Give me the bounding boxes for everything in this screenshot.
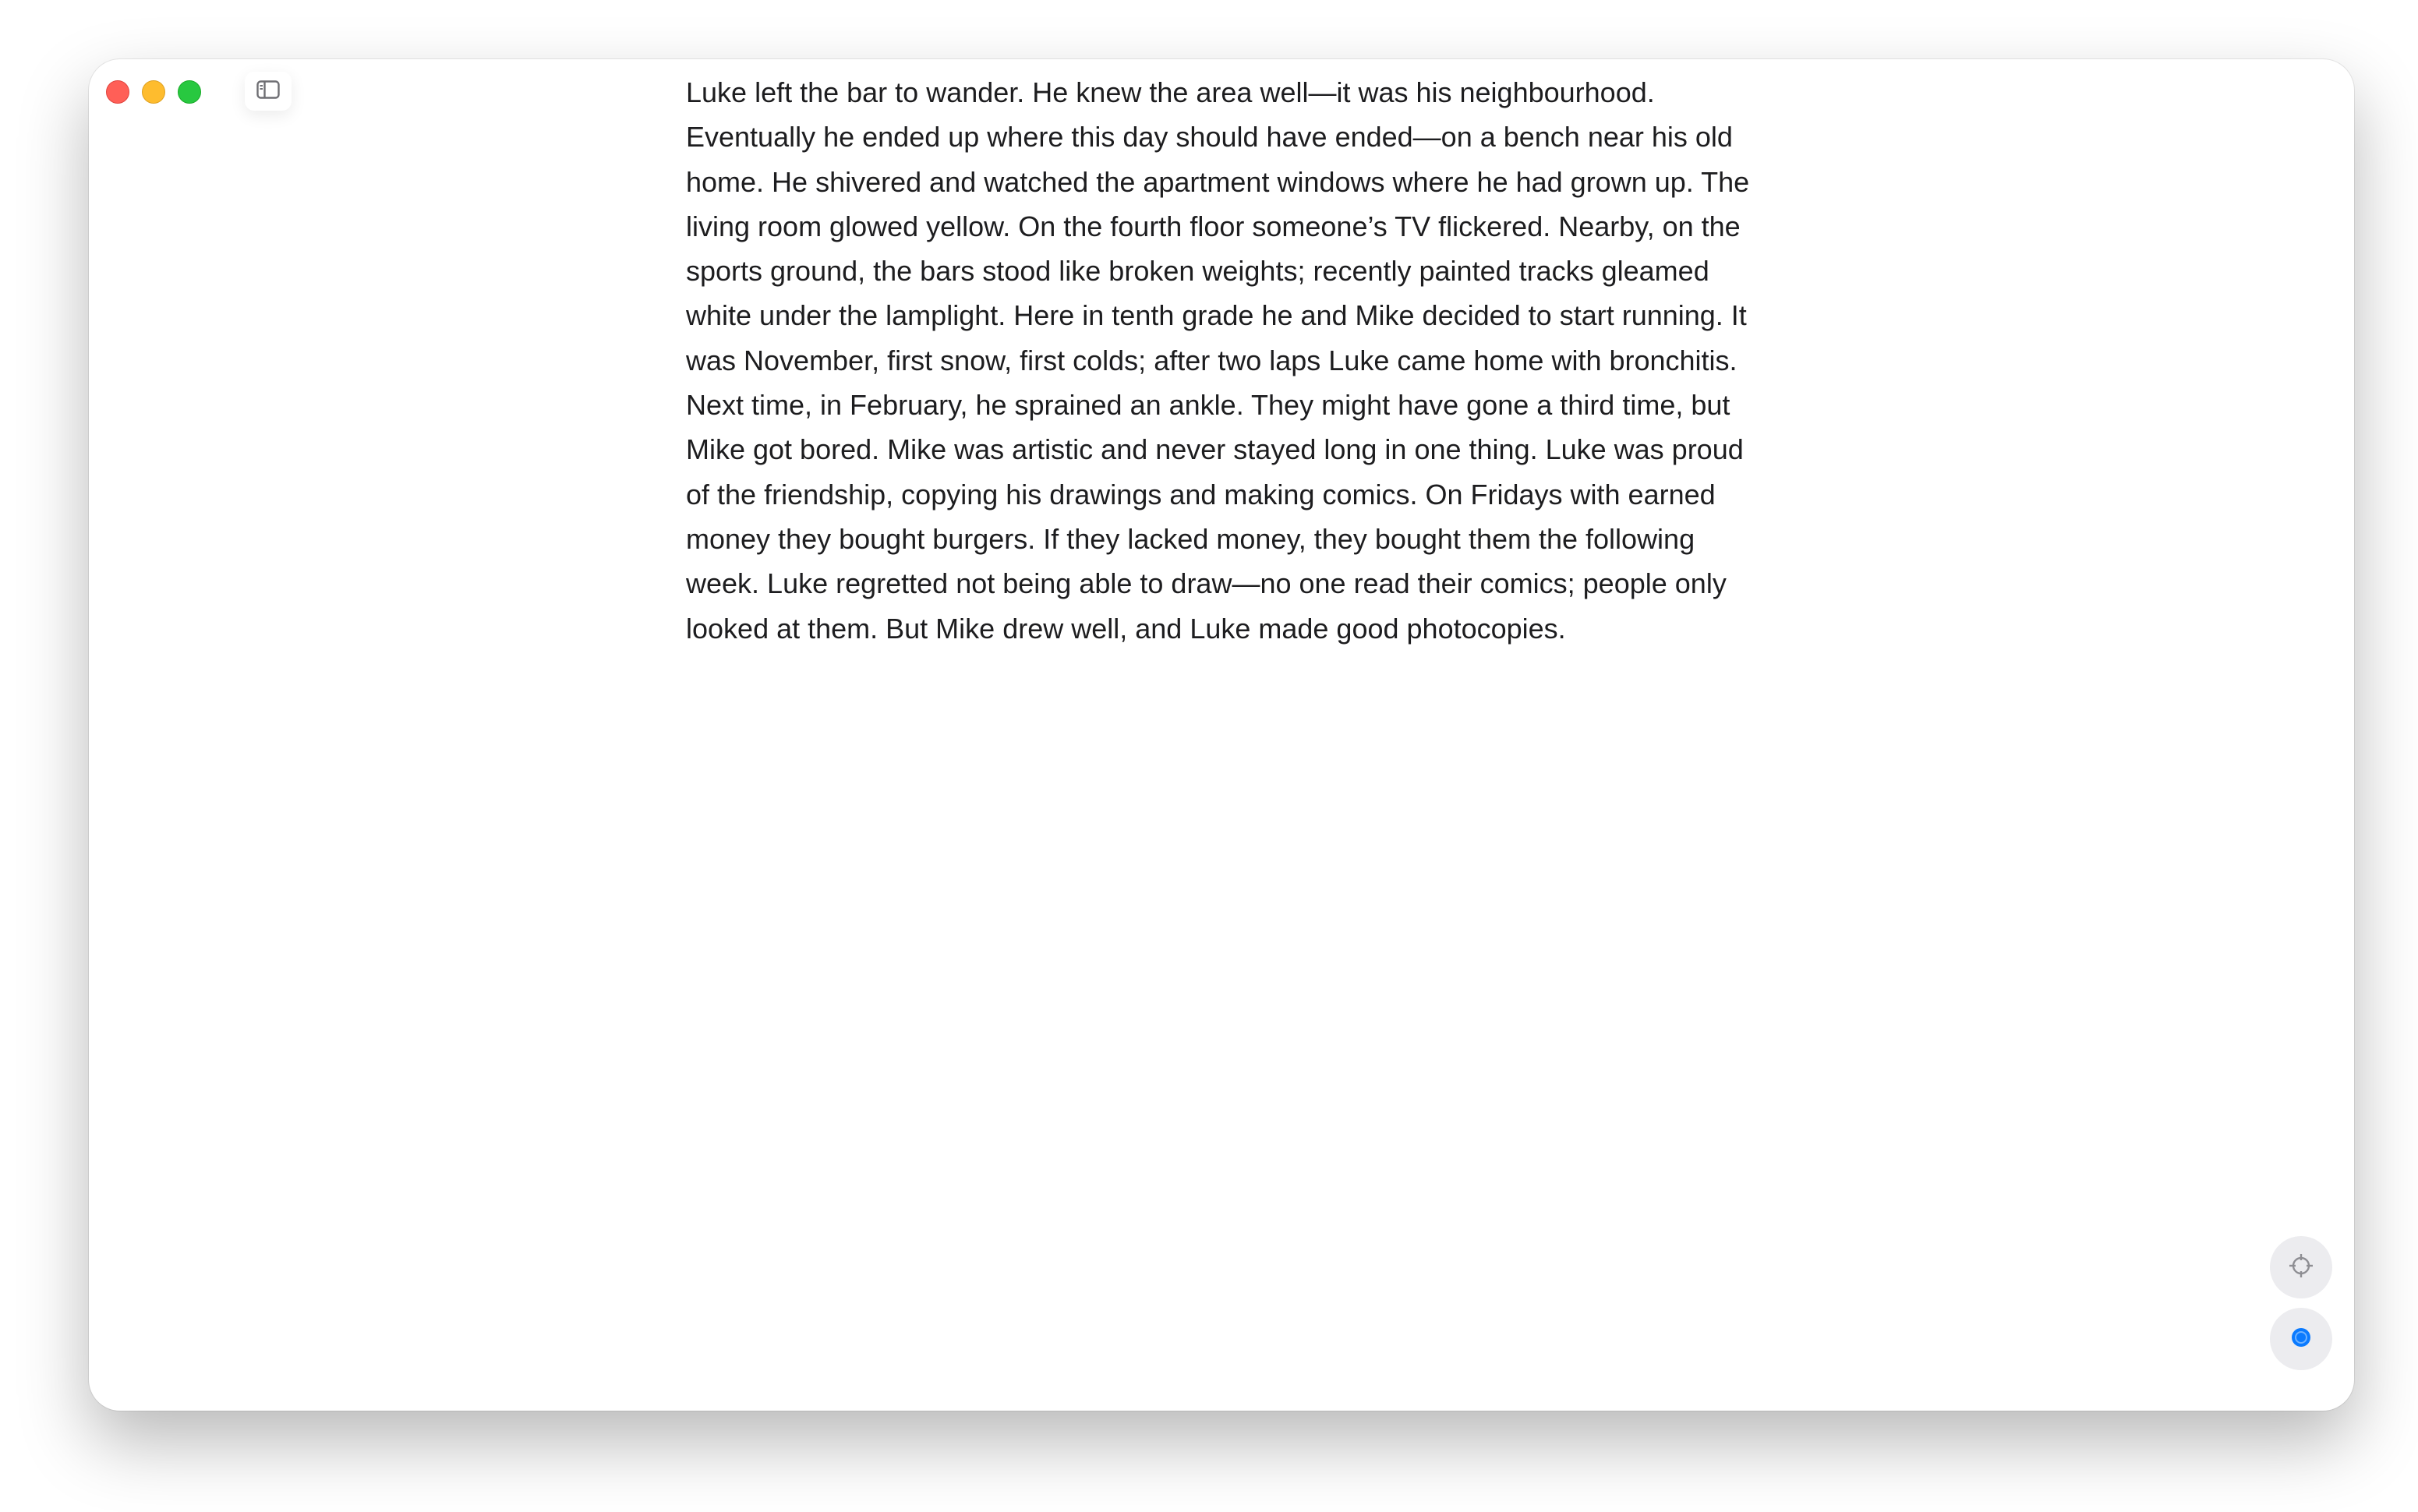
recenter-button[interactable] bbox=[2270, 1236, 2332, 1298]
app-window bbox=[89, 59, 2354, 1411]
minimize-button[interactable] bbox=[142, 80, 165, 104]
zoom-button[interactable] bbox=[178, 80, 201, 104]
sidebar-toggle-button[interactable] bbox=[245, 72, 292, 111]
close-button[interactable] bbox=[106, 80, 129, 104]
record-button[interactable] bbox=[2270, 1308, 2332, 1370]
record-dot-icon bbox=[2290, 1327, 2312, 1352]
crosshair-icon bbox=[2288, 1252, 2314, 1283]
sidebar-toggle-icon bbox=[256, 80, 280, 103]
document-paragraph[interactable]: Luke left the bar to wander. He knew the area well—it was his neighbourhood. Eventually he ended up where this day should have ended—on a bench near his old home. He shivered and watched the apartment windows where he had grown up. The living room glowed yellow. On the fourth floor someone’s TV flickered. Nearby, on the sports ground, the bars stood like broken weights; recently painted tracks gleamed white under the lamplight. Here in tenth grade he and Mike decided to start running. It was November, first snow, first colds; after two laps Luke came home with bronchitis. Next time, in February, he sprained an ankle. They might have gone a third time, but Mike got bored. Mike was artistic and never stayed long in one thing. Luke was proud of the friendship, copying his drawings and making comics. On Fridays with earned money they bought burgers. If they lacked money, they bought them the following week. Luke regretted not being able to draw—no one read their comics; people only looked at them. But Mike drew well, and Luke made good photocopies. bbox=[686, 76, 1750, 645]
